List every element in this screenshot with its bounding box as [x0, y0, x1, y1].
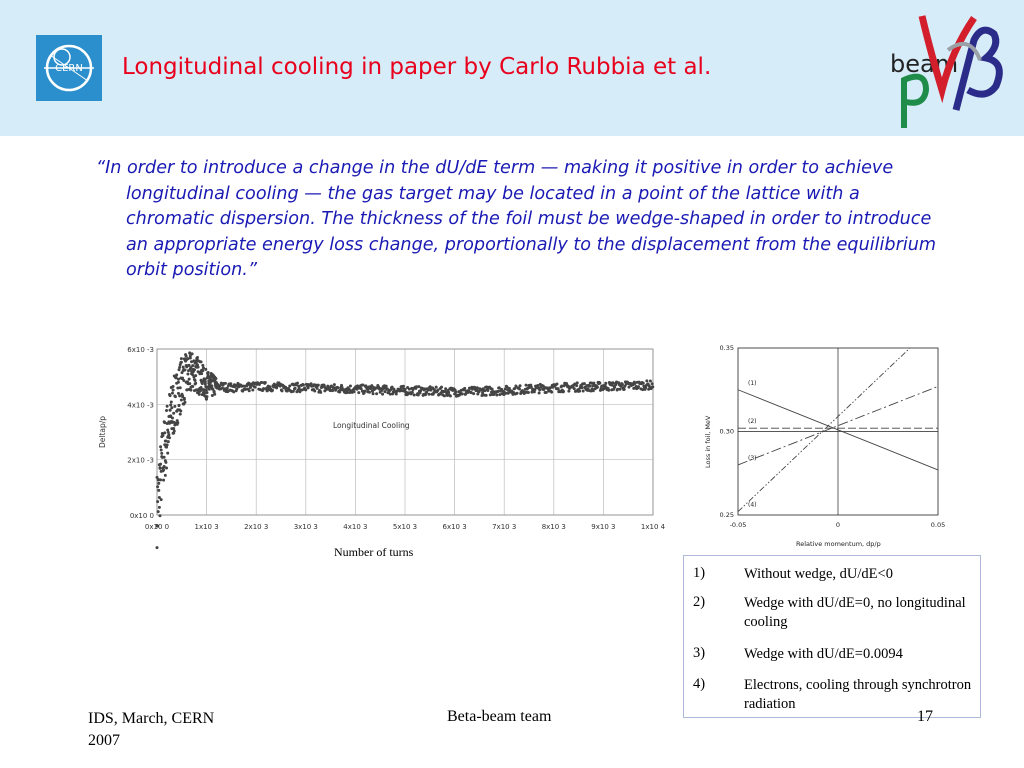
legend-text: Without wedge, dU/dE<0: [744, 566, 893, 582]
data-point: [191, 352, 194, 355]
legend-text: Electrons, cooling through synchrotron radiation: [744, 677, 972, 712]
data-point: [159, 445, 162, 448]
data-point: [372, 392, 375, 395]
data-point: [381, 393, 384, 396]
data-point: [171, 417, 174, 420]
data-point: [224, 382, 227, 385]
data-point: [179, 409, 182, 412]
legend-number: 2): [693, 594, 706, 610]
legend-number: 3): [693, 645, 706, 661]
data-point: [172, 385, 175, 388]
cern-logo: [36, 35, 102, 101]
data-point: [172, 412, 175, 415]
data-point: [174, 395, 177, 398]
data-point: [336, 387, 339, 390]
slide-header: [0, 0, 1024, 136]
data-point: [518, 387, 521, 390]
data-point: [486, 389, 489, 392]
data-point: [598, 382, 601, 385]
data-point: [613, 386, 616, 389]
series-label: (1): [748, 379, 757, 387]
data-point: [200, 372, 203, 375]
data-point: [160, 452, 163, 455]
data-point: [213, 390, 216, 393]
data-point: [578, 390, 581, 393]
data-point: [157, 510, 160, 513]
cern-logo-text: CERN: [55, 63, 83, 74]
data-point: [472, 392, 475, 395]
data-point: [251, 389, 254, 392]
data-point: [214, 377, 217, 380]
data-point: [162, 479, 165, 482]
data-point: [576, 381, 579, 384]
data-point: [180, 361, 183, 364]
data-point: [163, 456, 166, 459]
data-point: [495, 394, 498, 397]
data-point: [169, 394, 172, 397]
data-point: [207, 371, 210, 374]
y-tick-label: 0.30: [719, 427, 734, 436]
data-point: [188, 382, 191, 385]
data-point: [173, 430, 176, 433]
data-point: [375, 392, 378, 395]
data-point: [621, 383, 624, 386]
data-point: [191, 364, 194, 367]
data-point: [213, 393, 216, 396]
data-point: [164, 474, 167, 477]
data-point: [201, 369, 204, 372]
data-point: [157, 482, 160, 485]
left-plot-grid: [157, 349, 653, 515]
data-point: [353, 390, 356, 393]
data-point: [165, 466, 168, 469]
data-point: [180, 398, 183, 401]
y-tick-label: 2x10 -3: [127, 456, 154, 465]
data-point: [177, 392, 180, 395]
data-point: [447, 391, 450, 394]
data-point: [248, 389, 251, 392]
data-point: [411, 391, 414, 394]
data-point: [204, 383, 207, 386]
data-point: [193, 368, 196, 371]
data-point: [172, 389, 175, 392]
rubbia-quote: “In order to introduce a change in the dU/dE term — making it positive in order to achieve longitudinal cooling — the gas target may be located in a point of the lattice with a chromatic dispersion. The thickness of the foil must be wedge-shaped in order to introduce an appropriate energy loss change, proportionally to the displacement from the equilibrium orbit position.”: [96, 158, 936, 280]
data-point: [440, 386, 443, 389]
series-label: (2): [748, 418, 757, 426]
data-point: [550, 391, 553, 394]
x-tick-label: 1x10 4: [640, 523, 666, 531]
series-label: (3): [748, 454, 757, 462]
energy-loss-plot: [700, 340, 955, 555]
data-point: [161, 434, 164, 437]
data-point: [176, 421, 179, 424]
data-point: [189, 389, 192, 392]
right-plot-ylabel: Loss in foil, MeV: [704, 415, 712, 468]
data-point: [159, 478, 162, 481]
left-plot-xlabel: Number of turns: [334, 545, 414, 559]
data-point: [183, 369, 186, 372]
x-tick-label: 9x10 3: [591, 523, 616, 531]
legend-text: Wedge with dU/dE=0.0094: [744, 646, 903, 662]
data-point: [637, 385, 640, 388]
data-point: [319, 391, 322, 394]
data-point: [296, 382, 299, 385]
data-point: [175, 373, 178, 376]
data-point: [614, 383, 617, 386]
x-tick-label: 1x10 3: [194, 523, 219, 531]
data-point: [607, 389, 610, 392]
data-point: [156, 500, 159, 503]
data-point: [204, 368, 207, 371]
data-point: [604, 382, 607, 385]
data-point: [395, 393, 398, 396]
data-point: [645, 379, 648, 382]
data-point: [183, 401, 186, 404]
data-point: [368, 391, 371, 394]
slide-title: Longitudinal cooling in paper by Carlo Rubbia et al.: [122, 54, 712, 80]
x-tick-label: 0: [835, 521, 841, 529]
data-point: [164, 461, 167, 464]
data-point: [159, 463, 162, 466]
data-point: [596, 386, 599, 389]
data-point: [264, 381, 267, 384]
data-point: [331, 389, 334, 392]
data-point: [357, 391, 360, 394]
series-line: [738, 348, 910, 512]
data-point: [304, 388, 307, 391]
legend-text: Wedge with dU/dE=0, no longitudinal cooling: [744, 595, 966, 630]
y-tick-label: 0x10 0: [129, 512, 154, 520]
data-point: [158, 514, 161, 517]
data-point: [463, 387, 466, 390]
data-point: [166, 443, 169, 446]
data-point: [254, 386, 257, 389]
data-point: [363, 390, 366, 393]
data-point: [527, 391, 530, 394]
data-point: [169, 409, 172, 412]
data-point: [562, 390, 565, 393]
data-point: [485, 394, 488, 397]
data-point: [280, 389, 283, 392]
data-point: [642, 382, 645, 385]
data-point: [454, 391, 457, 394]
data-point: [156, 485, 159, 488]
data-point: [166, 452, 169, 455]
data-point: [191, 385, 194, 388]
right-plot-xlabel: Relative momentum, dp/p: [796, 540, 881, 548]
data-point: [302, 383, 305, 386]
x-tick-label: 0x10 0: [144, 523, 170, 531]
data-point: [158, 506, 161, 509]
data-point: [651, 385, 654, 388]
data-point: [162, 468, 165, 471]
data-point: [307, 386, 310, 389]
x-tick-label: -0.05: [729, 521, 747, 529]
legend-box: [683, 555, 981, 718]
data-point: [623, 388, 626, 391]
data-point: [555, 383, 558, 386]
data-point: [157, 489, 160, 492]
data-point: [573, 387, 576, 390]
data-point: [166, 405, 169, 408]
data-point: [178, 366, 181, 369]
data-point: [588, 385, 591, 388]
y-tick-label: 0.35: [719, 344, 734, 352]
data-point: [201, 364, 204, 367]
data-point: [197, 366, 200, 369]
data-point: [385, 385, 388, 388]
data-point: [567, 390, 570, 393]
x-tick-label: 4x10 3: [343, 523, 368, 531]
x-tick-label: 2x10 3: [244, 523, 269, 531]
data-point: [449, 395, 452, 398]
data-point: [183, 397, 186, 400]
data-point: [435, 386, 438, 389]
data-point: [313, 389, 316, 392]
x-tick-label: 0.05: [930, 521, 946, 529]
data-point: [205, 391, 208, 394]
beta-logo-text: beam: [890, 50, 959, 78]
data-point: [179, 413, 182, 416]
data-point: [198, 393, 201, 396]
data-point: [186, 372, 189, 375]
data-point: [557, 387, 560, 390]
data-point: [294, 387, 297, 390]
data-point: [583, 382, 586, 385]
y-tick-label: 6x10 -3: [127, 346, 154, 354]
data-point: [538, 388, 541, 391]
data-point: [271, 389, 274, 392]
data-point: [178, 404, 181, 407]
legend-number: 1): [693, 565, 706, 581]
data-point: [171, 392, 174, 395]
data-point: [513, 387, 516, 390]
data-point: [538, 391, 541, 394]
data-point: [158, 467, 161, 470]
longitudinal-cooling-plot: [100, 330, 680, 555]
data-point: [167, 440, 170, 443]
data-point: [179, 386, 182, 389]
data-point: [428, 393, 431, 396]
data-point: [156, 546, 159, 549]
data-point: [360, 387, 363, 390]
data-point: [461, 392, 464, 395]
page-number: 17: [917, 708, 933, 725]
data-point: [194, 374, 197, 377]
data-point: [160, 449, 163, 452]
data-point: [170, 406, 173, 409]
data-point: [402, 385, 405, 388]
x-tick-label: 8x10 3: [541, 523, 566, 531]
data-point: [582, 390, 585, 393]
data-point: [173, 405, 176, 408]
data-point: [165, 409, 168, 412]
data-point: [180, 357, 183, 360]
legend-number: 4): [693, 676, 706, 692]
data-point: [333, 383, 336, 386]
data-point: [177, 381, 180, 384]
data-point: [169, 403, 172, 406]
data-point: [413, 394, 416, 397]
data-point: [194, 382, 197, 385]
data-point: [168, 436, 171, 439]
data-point: [575, 384, 578, 387]
x-tick-label: 7x10 3: [492, 523, 517, 531]
y-tick-label: 4x10 -3: [127, 401, 154, 410]
data-point: [205, 395, 208, 398]
data-point: [649, 379, 652, 382]
data-point: [196, 356, 199, 359]
data-point: [163, 431, 166, 434]
x-tick-label: 3x10 3: [293, 523, 318, 531]
data-point: [194, 379, 197, 382]
y-tick-label: 0.25: [719, 511, 734, 519]
series-label: (4): [748, 501, 757, 509]
data-point: [188, 378, 191, 381]
left-plot-annotation: Longitudinal Cooling: [333, 421, 410, 430]
data-point: [349, 384, 352, 387]
data-point: [160, 498, 163, 501]
data-point: [525, 384, 528, 387]
data-point: [404, 388, 407, 391]
data-point: [651, 382, 654, 385]
data-point: [619, 388, 622, 391]
data-point: [580, 386, 583, 389]
right-plot-frame: [738, 348, 938, 515]
data-point: [210, 384, 213, 387]
data-point: [317, 384, 320, 387]
x-tick-label: 5x10 3: [392, 523, 418, 531]
data-point: [516, 392, 519, 395]
footer-team: Beta-beam team: [447, 708, 552, 725]
footer-event: IDS, March, CERN 2007: [88, 710, 215, 749]
data-point: [316, 387, 319, 390]
data-point: [200, 360, 203, 363]
left-plot-ylabel: Deltap/p: [98, 415, 107, 448]
data-point: [519, 384, 522, 387]
data-point: [167, 433, 170, 436]
x-tick-label: 6x10 3: [442, 523, 467, 531]
data-point: [170, 400, 173, 403]
beta-beam-logo: [882, 10, 1008, 128]
